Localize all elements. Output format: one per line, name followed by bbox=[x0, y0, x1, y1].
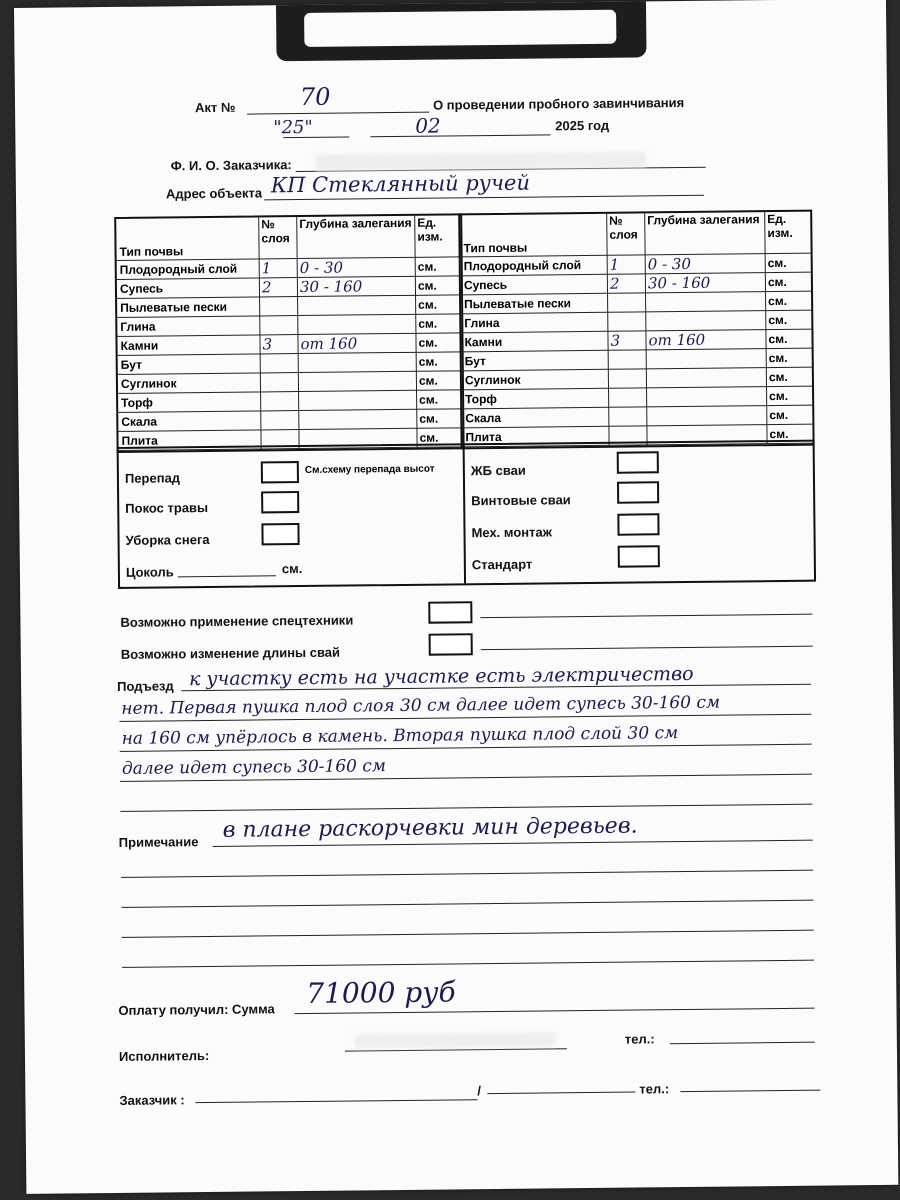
perepad-note: См.схему перепада высот bbox=[304, 463, 435, 476]
zhb-label: ЖБ сваи bbox=[470, 462, 526, 479]
access-label: Подъезд bbox=[117, 678, 174, 694]
soil-layer-cell bbox=[608, 388, 646, 407]
header-type-right: Тип почвы bbox=[460, 214, 606, 258]
address-value: КП Стеклянный ручей bbox=[270, 170, 531, 198]
soil-unit-cell: см. bbox=[415, 276, 461, 295]
customer-sign-slash: / bbox=[477, 1083, 482, 1099]
perepad-label: Перепад bbox=[124, 470, 181, 486]
soil-unit-cell: см. bbox=[765, 292, 811, 311]
note-line-4 bbox=[122, 930, 814, 938]
soil-unit-cell: см. bbox=[416, 352, 462, 371]
soil-type-cell: Бут bbox=[118, 354, 260, 374]
standard-label: Стандарт bbox=[471, 556, 533, 573]
soil-depth-cell bbox=[298, 372, 416, 392]
soil-layer-cell bbox=[260, 392, 298, 411]
executor-line bbox=[345, 1048, 567, 1051]
date-year: 2025 год bbox=[555, 117, 610, 134]
soil-depth-cell bbox=[645, 311, 765, 331]
customer-name-line bbox=[487, 1092, 635, 1095]
soil-type-cell: Плита bbox=[462, 427, 608, 448]
soil-depth-cell bbox=[645, 292, 765, 312]
soil-type-cell: Бут bbox=[462, 351, 608, 372]
note-line-5 bbox=[122, 960, 814, 968]
access-text-1: к участку есть на участке есть электричество bbox=[188, 662, 694, 691]
soil-layer-cell bbox=[608, 369, 646, 388]
soil-type-cell: Плодородный слой bbox=[117, 259, 259, 279]
header-type: Тип почвы bbox=[116, 217, 258, 260]
soil-depth-cell bbox=[646, 387, 766, 407]
screw-label: Винтовые сваи bbox=[471, 492, 571, 509]
date-day-line bbox=[283, 136, 349, 138]
access-text-3: на 160 см упёрлось в камень. Вторая пушка плод слой 30 см bbox=[121, 723, 679, 749]
soil-type-cell: Пылеватые пески bbox=[461, 294, 607, 315]
soil-depth-cell bbox=[646, 368, 766, 388]
soil-layer-cell bbox=[259, 297, 297, 316]
perepad-checkbox[interactable] bbox=[261, 461, 299, 483]
cokol-unit: см. bbox=[281, 561, 303, 577]
customer-label: Ф. И. О. Заказчика: bbox=[170, 157, 292, 174]
clipboard-clip-hole bbox=[304, 10, 616, 47]
soil-type-cell: Супесь bbox=[117, 278, 259, 298]
executor-phone-label: тел.: bbox=[624, 1031, 655, 1047]
header-unit-right: Ед. изм. bbox=[764, 212, 810, 254]
soil-depth-cell bbox=[646, 349, 766, 369]
soil-unit-cell: см. bbox=[416, 390, 462, 409]
soil-layer-cell bbox=[608, 350, 646, 369]
special-equipment-line bbox=[480, 614, 812, 618]
cokol-line bbox=[178, 575, 276, 577]
soil-type-cell: Торф bbox=[118, 392, 260, 412]
soil-type-cell: Глина bbox=[117, 316, 259, 336]
change-length-label: Возможно изменение длины свай bbox=[120, 644, 341, 662]
redacted-executor bbox=[355, 1032, 555, 1048]
header-depth: Глубина залегания bbox=[296, 216, 414, 259]
soil-layer-cell bbox=[260, 411, 298, 430]
soil-type-cell: Пылеватые пески bbox=[117, 297, 259, 317]
soil-layer-cell bbox=[260, 354, 298, 373]
soil-layer-cell bbox=[608, 407, 646, 426]
customer-phone-line bbox=[680, 1090, 820, 1092]
soil-table-right bbox=[458, 210, 814, 450]
snow-checkbox[interactable] bbox=[261, 523, 299, 545]
soil-unit-cell: см. bbox=[765, 254, 811, 273]
soil-unit-cell: см. bbox=[415, 257, 461, 276]
act-subject: О проведении пробного завинчивания bbox=[432, 94, 685, 113]
soil-type-cell: Скала bbox=[462, 408, 608, 429]
soil-layer-cell: 3 bbox=[607, 331, 645, 350]
screw-checkbox[interactable] bbox=[617, 481, 659, 503]
soil-depth-cell bbox=[646, 406, 766, 426]
soil-depth-cell bbox=[298, 410, 416, 430]
cokol-label: Цоколь bbox=[125, 564, 174, 580]
soil-depth-cell bbox=[297, 296, 415, 316]
mech-checkbox[interactable] bbox=[617, 513, 659, 535]
soil-layer-cell bbox=[259, 316, 297, 335]
soil-type-cell: Скала bbox=[118, 411, 260, 431]
pokos-label: Покос травы bbox=[125, 499, 209, 516]
pokos-checkbox[interactable] bbox=[261, 491, 299, 513]
mech-label: Мех. монтаж bbox=[471, 524, 553, 541]
change-length-checkbox[interactable] bbox=[429, 633, 473, 655]
soil-type-cell: Камни bbox=[117, 335, 259, 355]
customer-sign-line bbox=[195, 1099, 477, 1103]
soil-type-cell: Камни bbox=[461, 332, 607, 353]
soil-unit-cell: см. bbox=[766, 406, 812, 425]
soil-type-cell: Плодородный слой bbox=[461, 256, 607, 277]
special-equipment-checkbox[interactable] bbox=[428, 601, 472, 623]
document-page bbox=[14, 0, 898, 1194]
soil-type-cell: Суглинок bbox=[118, 373, 260, 393]
soil-table-left bbox=[114, 213, 464, 453]
act-number-line bbox=[247, 112, 429, 115]
act-label: Акт № bbox=[194, 99, 236, 116]
soil-layer-cell bbox=[607, 293, 645, 312]
date-day: "25" bbox=[273, 116, 313, 139]
date-month-line bbox=[370, 134, 550, 137]
executor-label: Исполнитель: bbox=[118, 1048, 210, 1064]
header-depth-right: Глубина залегания bbox=[644, 212, 764, 255]
soil-depth-cell: 30 - 160 bbox=[297, 277, 415, 297]
customer-sign-label: Заказчик : bbox=[119, 1092, 185, 1108]
soil-depth-cell: 0 - 30 bbox=[297, 258, 415, 278]
payment-label: Оплату получил: Сумма bbox=[118, 1001, 275, 1018]
date-month: 02 bbox=[415, 113, 441, 138]
soil-unit-cell: см. bbox=[766, 349, 812, 368]
soil-depth-cell bbox=[298, 391, 416, 411]
soil-type-cell: Торф bbox=[462, 389, 608, 410]
zhb-checkbox[interactable] bbox=[617, 451, 659, 473]
options-block bbox=[117, 440, 816, 589]
soil-unit-cell: см. bbox=[766, 425, 812, 444]
soil-type-cell: Супесь bbox=[461, 275, 607, 296]
soil-depth-cell: 30 - 160 bbox=[645, 273, 765, 293]
access-text-4: далее идет супесь 30-160 см bbox=[121, 756, 387, 779]
soil-unit-cell: см. bbox=[416, 428, 462, 447]
soil-type-cell: Глина bbox=[461, 313, 607, 334]
header-layer: № слоя bbox=[258, 217, 296, 259]
soil-unit-cell: см. bbox=[415, 295, 461, 314]
header-layer-right: № слоя bbox=[606, 213, 644, 255]
access-line-5 bbox=[120, 804, 812, 812]
soil-depth-cell: от 160 bbox=[645, 330, 765, 350]
options-divider bbox=[463, 445, 466, 583]
access-text-2: нет. Первая пушка плод слоя 30 см далее идет супесь 30-160 см bbox=[121, 692, 721, 719]
soil-type-cell: Плита bbox=[118, 430, 260, 450]
act-number: 70 bbox=[299, 82, 331, 112]
soil-unit-cell: см. bbox=[765, 311, 811, 330]
executor-phone-line bbox=[670, 1042, 815, 1045]
soil-layer-cell: 2 bbox=[607, 274, 645, 293]
note-label: Примечание bbox=[118, 834, 199, 850]
soil-unit-cell: см. bbox=[415, 333, 461, 352]
change-length-line bbox=[481, 646, 813, 650]
soil-depth-cell bbox=[297, 315, 415, 335]
soil-unit-cell: см. bbox=[766, 368, 812, 387]
soil-type-cell: Суглинок bbox=[462, 370, 608, 391]
soil-layer-cell bbox=[260, 373, 298, 392]
soil-depth-cell: от 160 bbox=[297, 334, 415, 354]
snow-label: Уборка снега bbox=[125, 531, 210, 548]
special-equipment-label: Возможно применение спецтехники bbox=[120, 612, 354, 630]
address-label: Адрес объекта bbox=[165, 185, 263, 202]
soil-depth-cell bbox=[298, 353, 416, 373]
soil-unit-cell: см. bbox=[766, 387, 812, 406]
soil-unit-cell: см. bbox=[765, 273, 811, 292]
customer-phone-label: тел.: bbox=[639, 1081, 670, 1097]
standard-checkbox[interactable] bbox=[618, 545, 660, 567]
soil-unit-cell: см. bbox=[416, 371, 462, 390]
soil-layer-cell: 1 bbox=[259, 259, 297, 278]
note-line-3 bbox=[121, 900, 813, 908]
payment-amount: 71000 руб bbox=[306, 975, 456, 1010]
soil-unit-cell: см. bbox=[765, 330, 811, 349]
soil-unit-cell: см. bbox=[415, 314, 461, 333]
soil-layer-cell: 2 bbox=[259, 278, 297, 297]
soil-layer-cell: 1 bbox=[607, 255, 645, 274]
soil-unit-cell: см. bbox=[416, 409, 462, 428]
soil-depth-cell: 0 - 30 bbox=[645, 254, 765, 274]
note-line-2 bbox=[121, 870, 813, 878]
note-text: в плане раскорчевки мин деревьев. bbox=[222, 813, 638, 843]
soil-layer-cell bbox=[607, 312, 645, 331]
header-unit: Ед. изм. bbox=[414, 215, 460, 257]
soil-layer-cell: 3 bbox=[259, 335, 297, 354]
